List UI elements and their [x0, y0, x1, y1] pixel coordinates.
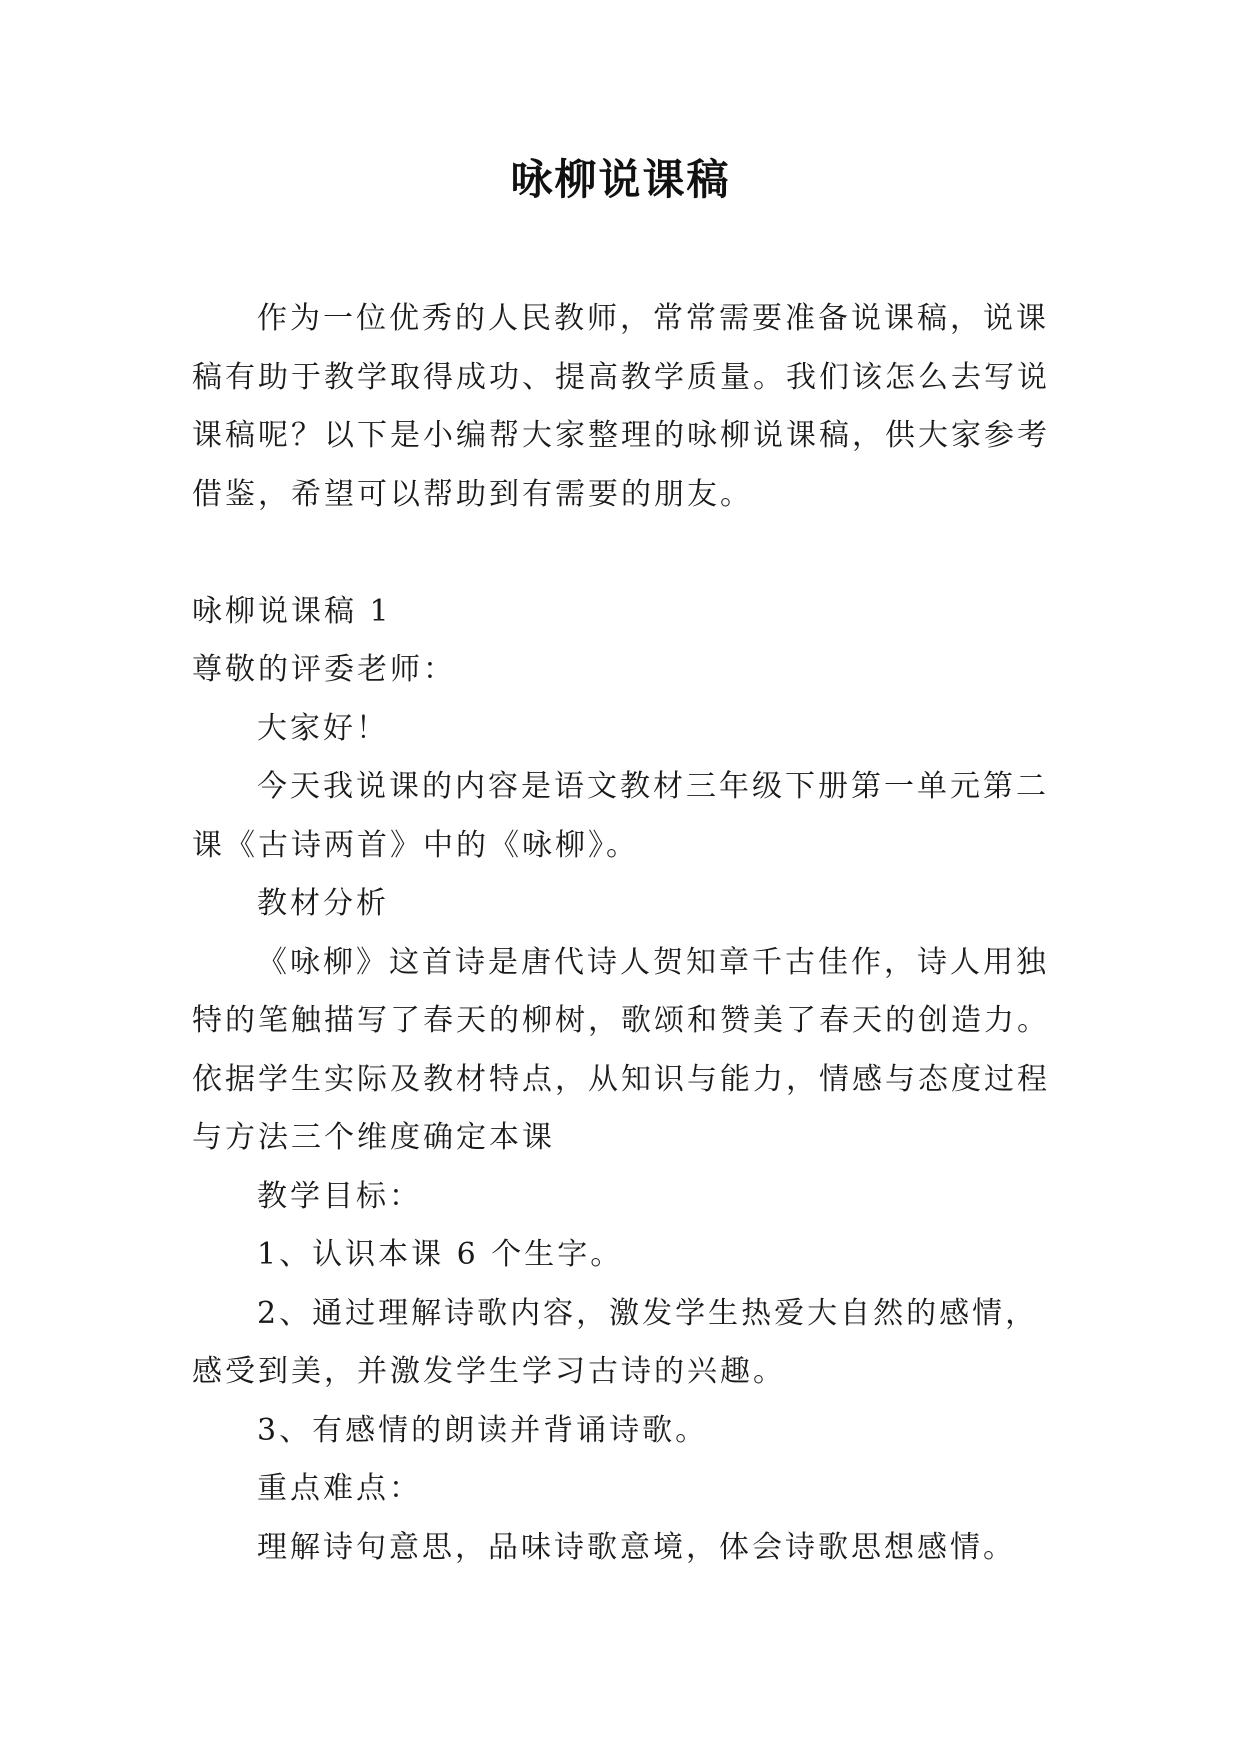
- goal-item-3: 3、有感情的朗读并背诵诗歌。: [257, 1412, 709, 1448]
- section-heading: 咏柳说课稿 1: [192, 593, 392, 629]
- analysis-heading: 教材分析: [257, 886, 389, 921]
- goals-heading: 教学目标：: [257, 1178, 422, 1214]
- analysis-paragraph: 《咏柳》这首诗是唐代诗人贺知章千古佳作，诗人用独特的笔触描写了春天的柳树，歌颂和赞美了春天的创造力。依据学生实际及教材特点，从知识与能力，情感与态度过程与方法三个维度确定本课: [192, 944, 1050, 1155]
- salutation: 尊敬的评委老师：: [192, 652, 456, 687]
- difficulty-heading: 重点难点：: [257, 1471, 422, 1506]
- difficulty-paragraph: 理解诗句意思，品味诗歌意境，体会诗歌思想感情。: [257, 1529, 1016, 1565]
- intro-paragraph: 作为一位优秀的人民教师，常常需要准备说课稿，说课稿有助于教学取得成功、提高教学质量。我们该怎么去写说课稿呢？以下是小编帮大家整理的咏柳说课稿，供大家参考借鉴，希望可以帮助到有需要的朋友。: [192, 301, 1050, 512]
- goal-item-1: 1、认识本课 6 个生字。: [257, 1237, 624, 1272]
- document-title: 咏柳说课稿: [510, 155, 731, 204]
- content-intro-paragraph: 今天我说课的内容是语文教材三年级下册第一单元第二课《古诗两首》中的《咏柳》。: [192, 769, 1049, 863]
- greeting: 大家好！: [257, 710, 389, 746]
- document-body: [192, 290, 1062, 1577]
- paragraph-gap: [192, 524, 1062, 583]
- goal-item-2: 2、通过理解诗歌内容，激发学生热爱大自然的感情，感受到美，并激发学生学习古诗的兴趣。: [192, 1295, 1039, 1389]
